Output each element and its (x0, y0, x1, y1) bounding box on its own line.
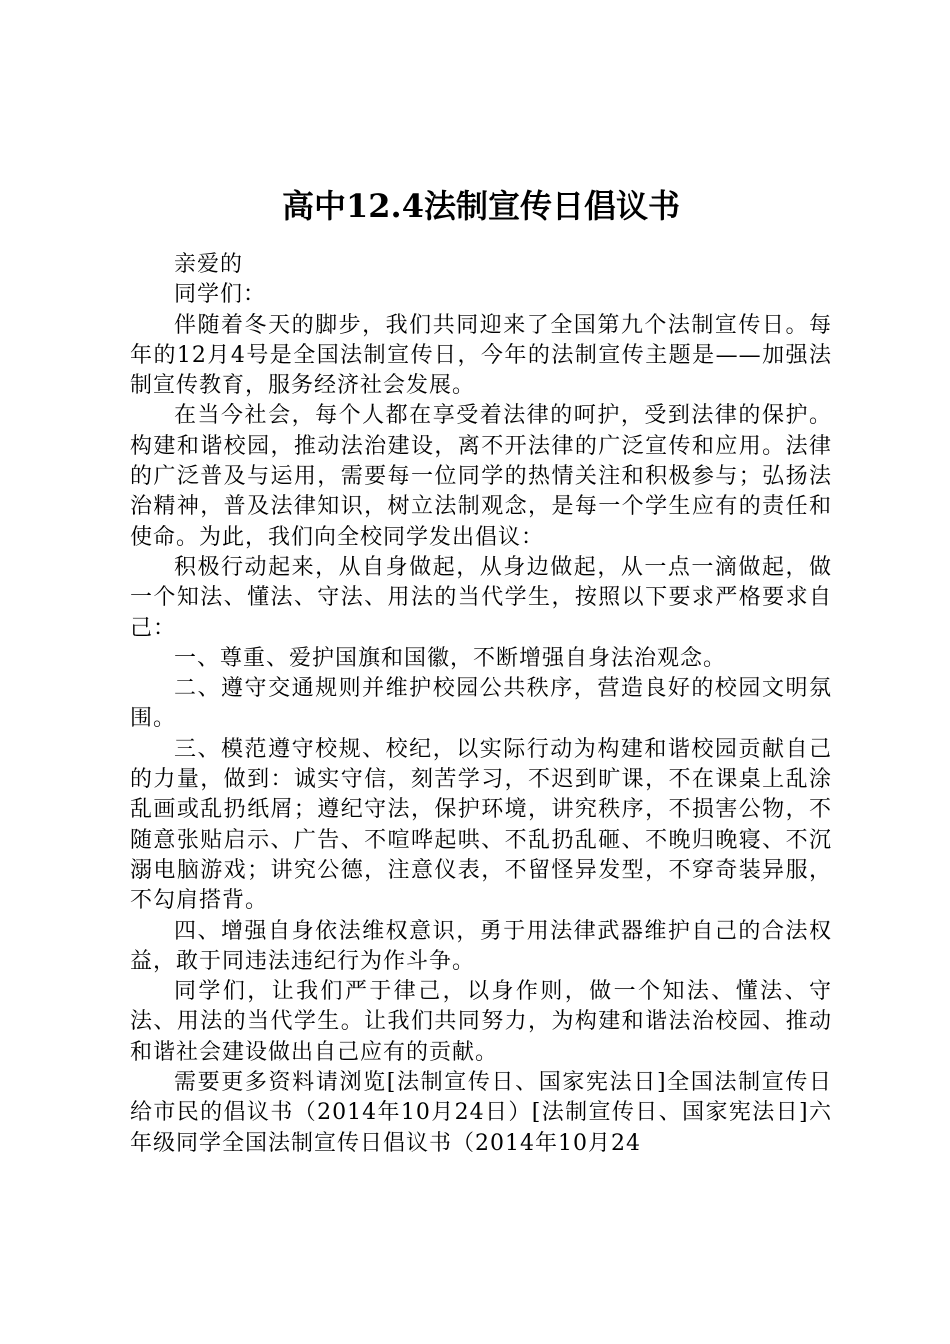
document-body (130, 250, 832, 1159)
paragraph-item-4: 四、增强自身依法维权意识，勇于用法律武器维护自己的合法权益，敢于同违法违纪行为作斗争。 (130, 918, 832, 974)
paragraph-context: 在当今社会，每个人都在享受着法律的呵护，受到法律的保护。构建和谐校园，推动法治建设，离不开法律的广泛宣传和应用。法律的广泛普及与运用，需要每一位同学的热情关注和积极参与；弘扬法治精神，普及法律知识，树立法制观念，是每一个学生应有的责任和使命。为此，我们向全校同学发出倡议： (130, 403, 832, 550)
paragraph-closing: 同学们，让我们严于律己，以身作则，做一个知法、懂法、守法、用法的当代学生。让我们共同努力，为构建和谐法治校园、推动和谐社会建设做出自己应有的贡献。 (130, 979, 832, 1065)
paragraph-intro: 伴随着冬天的脚步，我们共同迎来了全国第九个法制宣传日。每年的12月4号是全国法制宣传日，今年的法制宣传主题是——加强法制宣传教育，服务经济社会发展。 (130, 312, 832, 399)
greeting-line-1: 亲爱的 (174, 252, 244, 277)
paragraph-more-resources: 需要更多资料请浏览[法制宣传日、国家宪法日]全国法制宣传日给市民的倡议书（2014年10月24日）[法制宣传日、国家宪法日]六年级同学全国法制宣传日倡议书（2014年10月24 (130, 1070, 832, 1156)
document-title: 高中12.4法制宣传日倡议书 (282, 187, 680, 225)
paragraph-call: 积极行动起来，从自身做起，从身边做起，从一点一滴做起，做一个知法、懂法、守法、用法的当代学生，按照以下要求严格要求自己： (130, 554, 832, 641)
paragraph-item-1: 一、尊重、爱护国旗和国徽，不断增强自身法治观念。 (174, 645, 727, 671)
greeting-line-2: 同学们： (174, 282, 267, 308)
paragraph-item-2: 二、遵守交通规则并维护校园公共秩序，营造良好的校园文明氛围。 (130, 676, 832, 732)
paragraph-item-3: 三、模范遵守校规、校纪，以实际行动为构建和谐校园贡献自己的力量，做到：诚实守信，刻苦学习，不迟到旷课，不在课桌上乱涂乱画或乱扔纸屑；遵纪守法，保护环境，讲究秩序，不损害公物，不随意张贴启示、广告、不喧哗起哄、不乱扔乱砸、不晚归晚寝、不沉溺电脑游戏；讲究公德，注意仪表，不留怪异发型，不穿奇装异服，不勾肩搭背。 (130, 736, 832, 914)
